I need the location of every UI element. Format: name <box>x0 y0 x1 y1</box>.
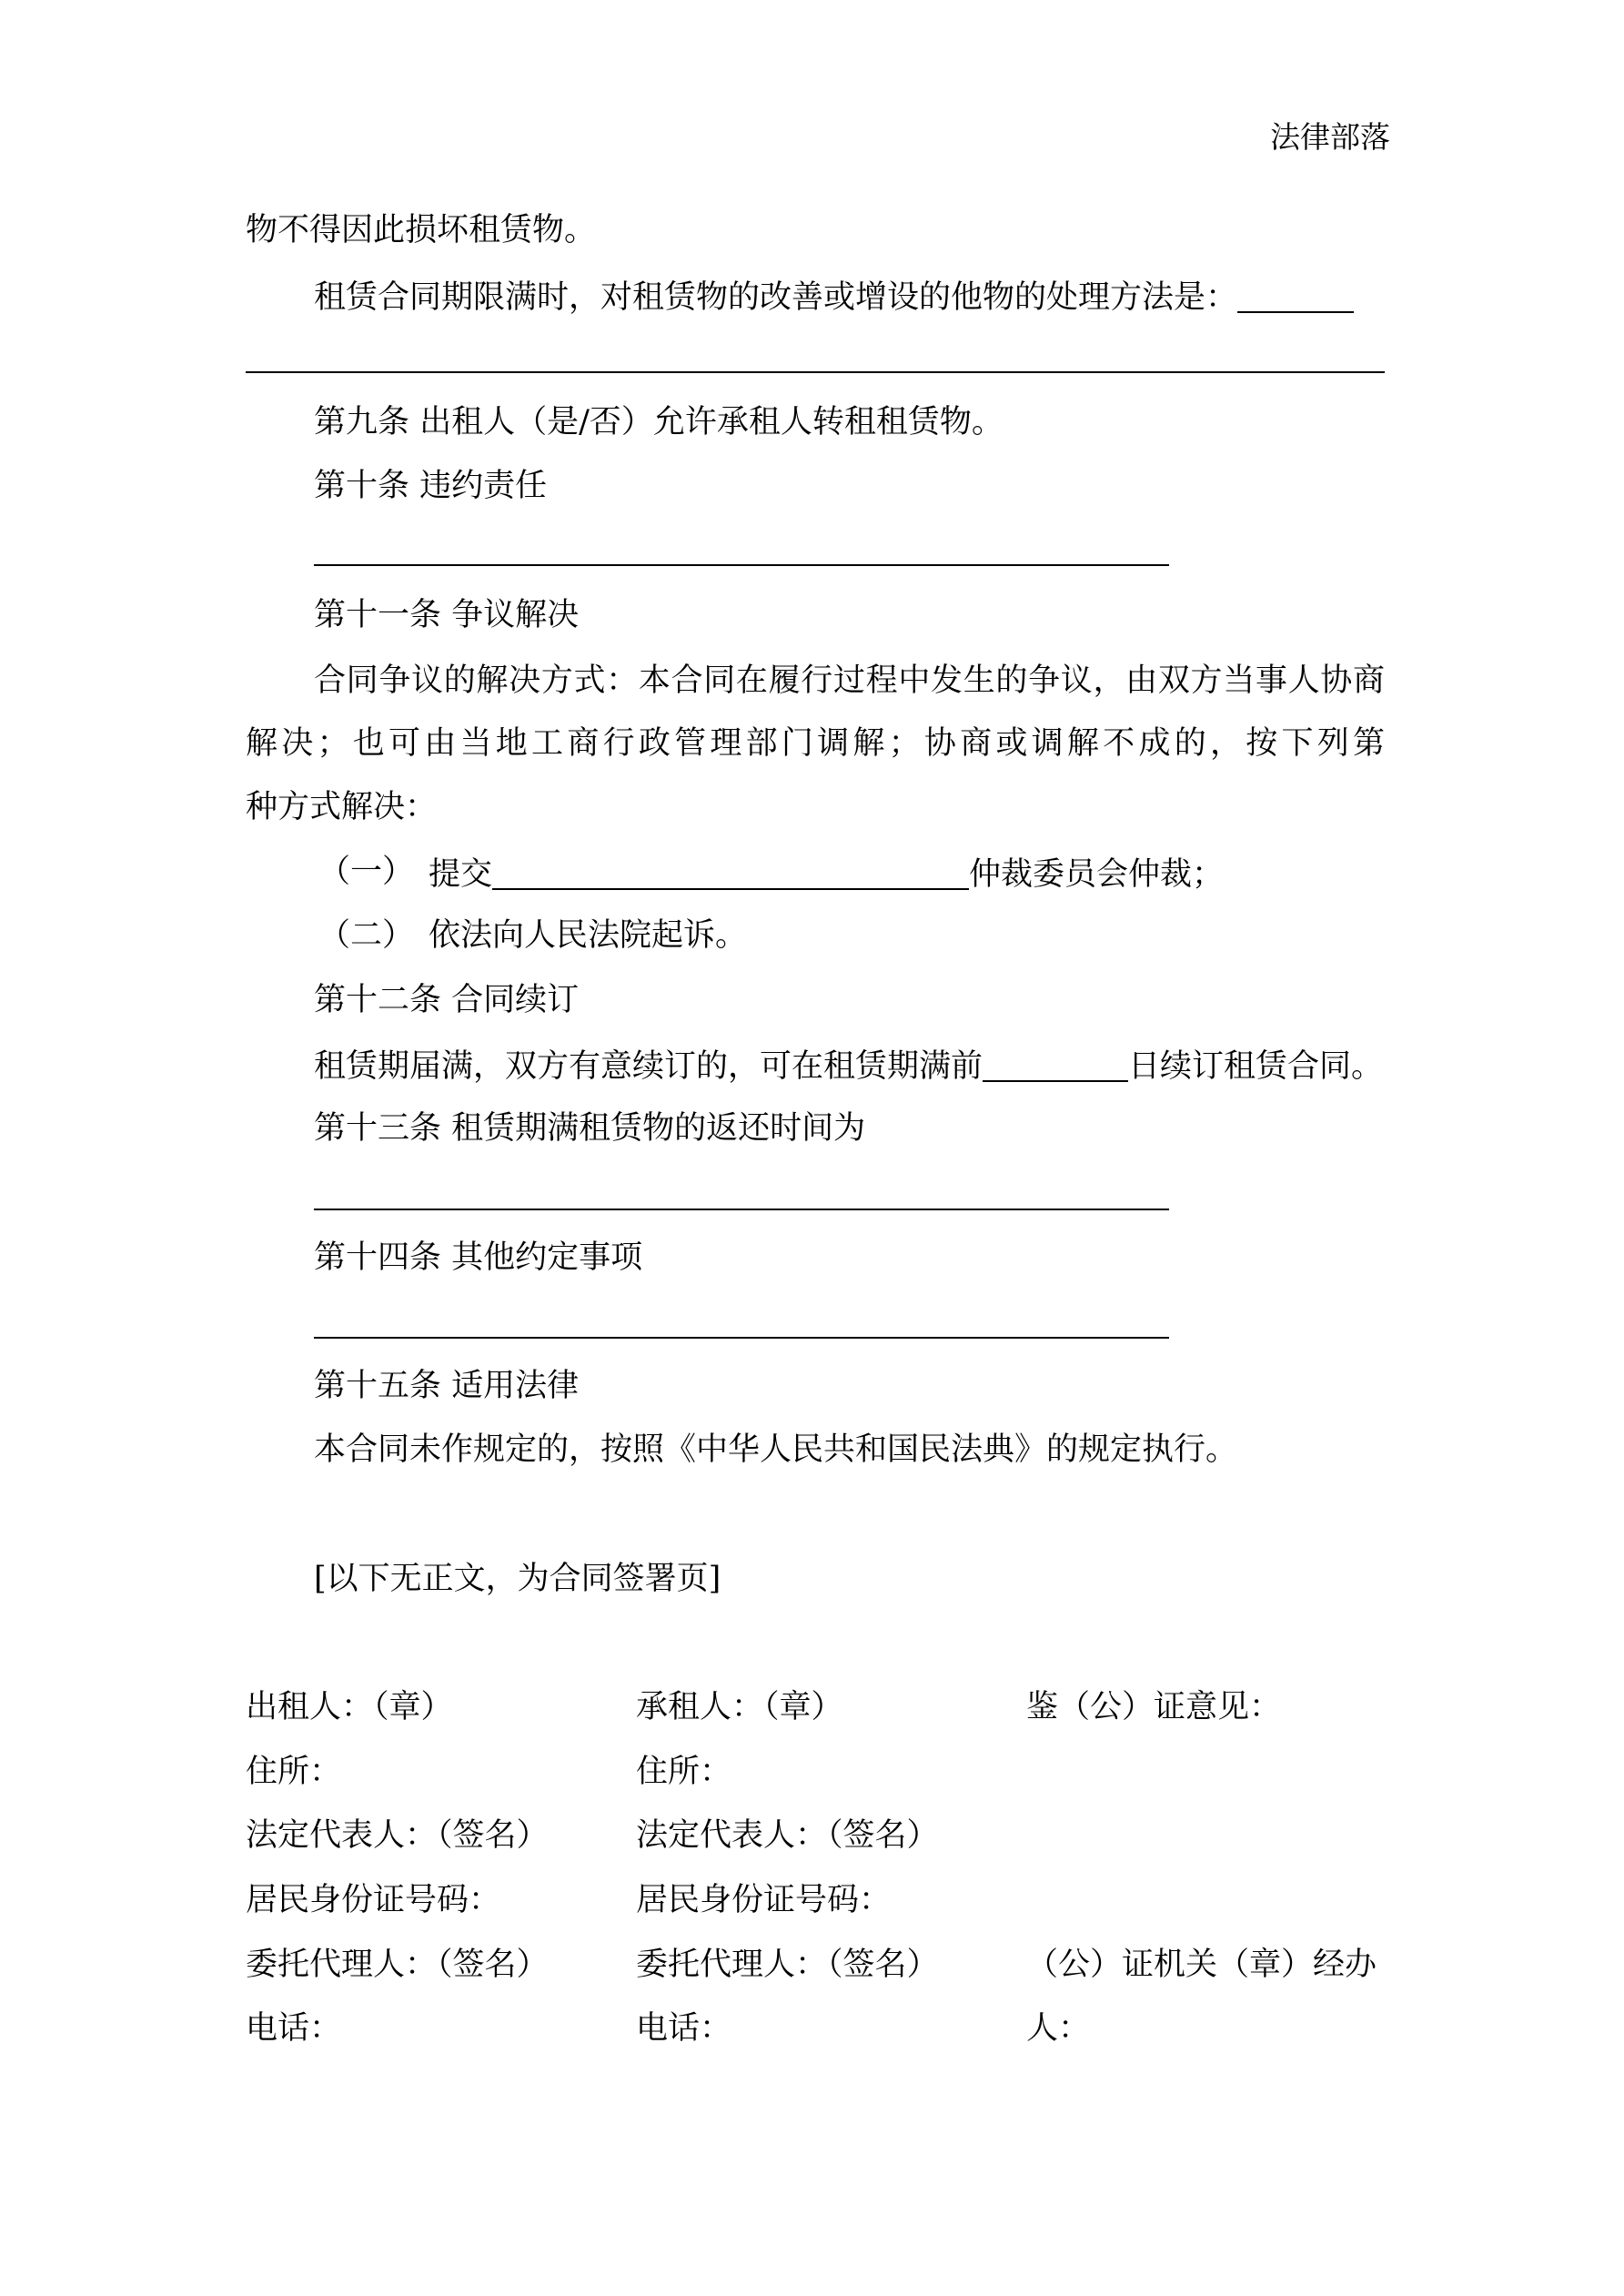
improvement-blank-line <box>246 371 1385 373</box>
lessee-seal: 承租人：（章） <box>636 1689 843 1725</box>
lessor-id-number: 居民身份证号码： <box>246 1882 501 1918</box>
article-10-title: 第十条 违约责任 <box>314 468 548 504</box>
signature-page-note: [以下无正文，为合同签署页] <box>314 1561 721 1597</box>
option-1-prefix: 提交 <box>429 856 493 893</box>
lessee-address: 住所： <box>636 1754 732 1790</box>
lessor-phone: 电话： <box>246 2010 342 2047</box>
article-11-title: 第十一条 争议解决 <box>314 597 580 633</box>
paragraph-improvement <box>314 279 1354 314</box>
header-brand: 法律部落 <box>1270 119 1390 155</box>
lessee-phone: 电话： <box>636 2010 732 2047</box>
lessor-legal-rep: 法定代表人：（签名） <box>246 1817 549 1854</box>
notary-handler-line-2: 人： <box>1026 2010 1091 2047</box>
improvement-blank <box>1237 279 1354 313</box>
article-12-prefix: 租赁期届满，双方有意续订的，可在租赁期满前 <box>314 1048 983 1085</box>
option-1-blank <box>492 856 969 890</box>
option-1-text <box>429 856 1224 891</box>
option-2-text: 依法向人民法院起诉。 <box>429 917 748 954</box>
article-11-line-2: 解决；也可由当地工商行政管理部门调解；协商或调解不成的，按下列第 <box>246 725 1385 762</box>
article-12-suffix: 日续订租赁合同。 <box>1128 1048 1384 1085</box>
article-11-line-1: 合同争议的解决方式：本合同在履行过程中发生的争议，由双方当事人协商 <box>314 663 1385 699</box>
notary-handler-line-1: （公）证机关（章）经办 <box>1026 1947 1377 1983</box>
notary-opinion: 鉴（公）证意见： <box>1026 1689 1282 1725</box>
lessor-agent: 委托代理人：（签名） <box>246 1947 549 1983</box>
article-9: 第九条 出租人（是/否）允许承租人转租租赁物。 <box>314 404 1004 440</box>
article-12-title: 第十二条 合同续订 <box>314 982 580 1018</box>
lessee-id-number: 居民身份证号码： <box>636 1882 892 1918</box>
paragraph-continuation: 物不得因此损坏租赁物。 <box>246 212 597 248</box>
option-1 <box>318 856 414 888</box>
lessee-agent: 委托代理人：（签名） <box>636 1947 939 1983</box>
article-11-line-3: 种方式解决： <box>246 789 438 825</box>
article-12-text <box>314 1048 1383 1083</box>
article-15-title: 第十五条 适用法律 <box>314 1368 580 1404</box>
lessor-address: 住所： <box>246 1754 342 1790</box>
article-12-blank <box>983 1048 1128 1082</box>
option-1-suffix: 仲裁委员会仲裁； <box>969 856 1225 893</box>
option-1-number: （一） <box>318 854 415 890</box>
improvement-text: 租赁合同期限满时，对租赁物的改善或增设的他物的处理方法是： <box>314 279 1238 316</box>
lessee-legal-rep: 法定代表人：（签名） <box>636 1817 939 1854</box>
article-13-title: 第十三条 租赁期满租赁物的返还时间为 <box>314 1110 866 1147</box>
article-15-text: 本合同未作规定的，按照《中华人民共和国民法典》的规定执行。 <box>314 1431 1238 1468</box>
article-14-blank-line <box>314 1337 1169 1339</box>
option-2-number: （二） <box>318 917 415 954</box>
article-14-title: 第十四条 其他约定事项 <box>314 1239 643 1276</box>
article-13-blank-line <box>314 1209 1169 1210</box>
article-10-blank-line <box>314 564 1169 566</box>
lessor-seal: 出租人：（章） <box>246 1689 453 1725</box>
